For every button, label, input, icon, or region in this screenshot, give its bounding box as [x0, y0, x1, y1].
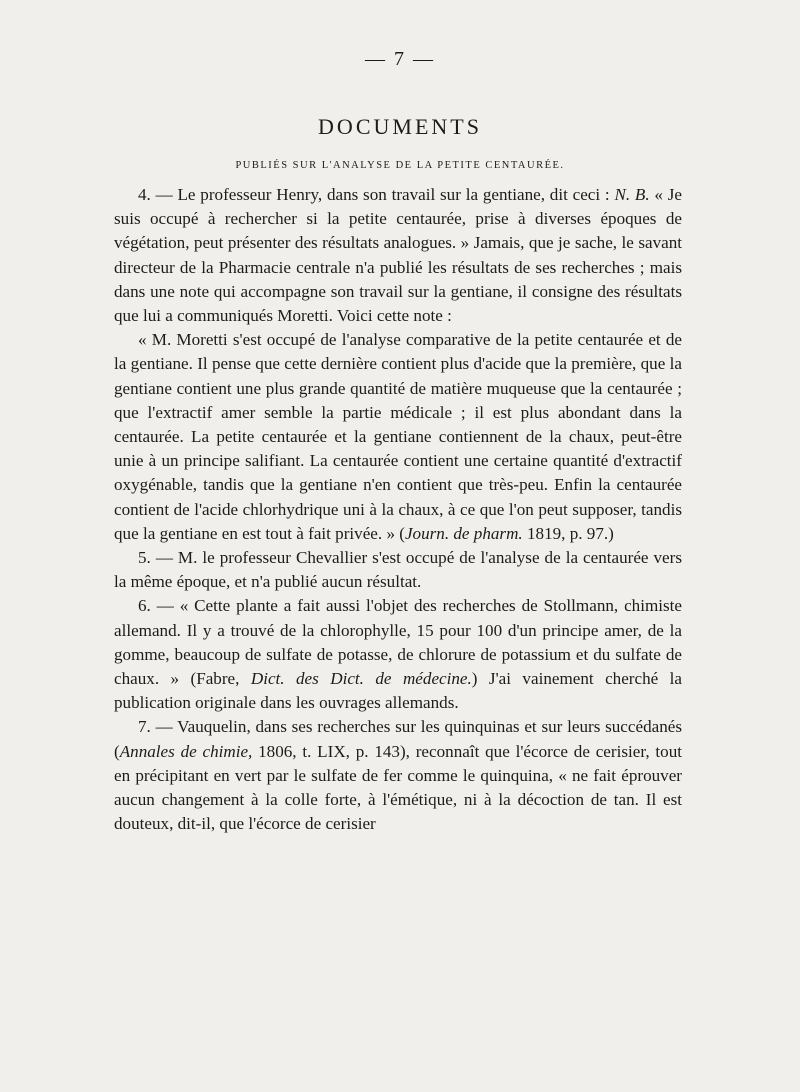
body-text: [114, 183, 682, 836]
text-span: 6. — « Cette plante a fait aussi l'objet des recherches de Stollmann, chimiste allemand. Il y a trouvé de la chlorophylle, 15 pour 100 d'un principe amer, de la gomme, beaucoup de sulfate de potasse, de chlorure de potassium et du sulfate de chaux. » (Fabre,: [114, 596, 682, 689]
text-span: 7. — Vauquelin, dans ses recherches sur les quinquinas et sur leurs succédanés (: [114, 717, 682, 761]
paragraph-vauquelin: [114, 715, 682, 836]
text-span: « M. Moretti s'est occupé de l'analyse comparative de la petite centaurée et de la gentiane. Il pense que cette dernière contient plus d'acide que la première, que la gentiane contient une plus grande quantité de matière muqueuse que la centaurée ; que l'extractif amer semble la partie médicale ; il est plus abondant dans la centaurée. La petite centaurée et la gentiane contiennent de la chaux, peut-être unie à un principe salifiant. La centaurée contient une certaine quantité d'extractif oxygénable, tandis que la gentiane n'en contient que très-peu. Enfin la centaurée contient de l'acide chlorhydrique uni à la chaux, à ce que l'on peut supposer, tandis que la gentiane en est tout à fait privée. » (: [114, 330, 682, 543]
document-title: DOCUMENTS: [318, 114, 482, 139]
text-span: « Je suis occupé à rechercher si la petite centaurée, prise à diverses époques de végétation, peut présenter des résultats analogues. » Jamais, que je sache, le savant directeur de la Pharmacie centrale n'a publié les résultats de ses recherches ; mais dans une note qui accompagne son travail sur la gentiane, il consigne des résultats que lui a communiqués Moretti. Voici cette note :: [114, 185, 682, 326]
italic-span: N. B.: [614, 185, 650, 204]
paragraph-henry: [114, 183, 682, 328]
paragraph-moretti-quote: [114, 328, 682, 546]
italic-span: Annales de chimie,: [119, 741, 253, 761]
paragraph-stollmann: [114, 594, 682, 715]
paragraph-chevallier: [114, 546, 682, 594]
text-span: ) J'ai vainement cherché la publication originale dans les ouvrages allemands.: [114, 669, 682, 713]
text-span: 1819, p. 97.): [522, 523, 614, 543]
italic-span: Dict. des Dict. de médecine.: [250, 669, 472, 689]
italic-span: Journ. de pharm.: [404, 523, 523, 543]
text-span: 5. — M. le professeur Chevallier s'est occupé de l'analyse de la centaurée vers la même époque, et n'a publié aucun résultat.: [114, 548, 682, 592]
text-span: 1806, t. LIX, p. 143), reconnaît que l'écorce de cerisier, tout en précipitant en vert par le sulfate de fer comme le quinquina, « ne fait éprouver aucun changement à la colle forte, à l'émétique, ni à la décoction de tan. Il est douteux, dit-il, que l'écorce de cerisier: [114, 741, 682, 834]
document-subtitle: PUBLIÉS SUR L'ANALYSE DE LA PETITE CENTAURÉE.: [235, 160, 565, 171]
text-span: 4. — Le professeur Henry, dans son travail sur la gentiane, dit ceci :: [138, 185, 615, 204]
page-number: — 7 —: [365, 48, 435, 70]
